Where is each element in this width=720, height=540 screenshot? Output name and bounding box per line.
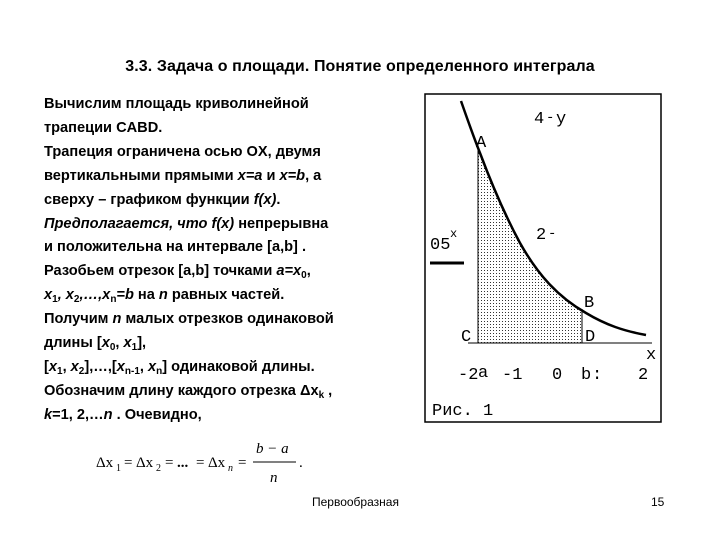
text-line: Разобьем отрезок [a,b] точками $a=x_0$,: [44, 263, 311, 282]
x-tick-5: 2: [638, 366, 649, 385]
page-number: 15: [651, 495, 665, 509]
text-line: Предполагается, что f(x) непрерывна: [44, 215, 329, 232]
text-line: трапеции CABD.: [44, 119, 163, 136]
y-axis-dash: -: [546, 110, 555, 126]
figure-caption: Рис. 1: [432, 402, 494, 421]
footer-caption: Первообразная: [312, 495, 399, 509]
formula-eq4: =: [238, 455, 247, 471]
point-label-c: C: [461, 328, 472, 347]
formula-numerator: b − a: [256, 441, 289, 457]
formula-period: .: [299, 455, 303, 471]
y-axis-label: 4: [534, 110, 545, 129]
formula-sub1: 1: [116, 463, 121, 474]
x-tick-4-colon: :: [592, 366, 603, 385]
x-tick-1-a: a: [478, 364, 489, 383]
left-label-sup: x: [450, 227, 458, 241]
text-line: Трапеция ограничена осью OX, двумя: [44, 143, 321, 160]
formula-eq3: =: [196, 455, 205, 471]
formula-sub2: 2: [156, 463, 161, 474]
x-tick-3: 0: [552, 366, 563, 385]
text-line: сверху – графиком функции f(x).: [44, 191, 281, 208]
formula-dxn: Δx: [208, 455, 226, 471]
x-tick-1: -2: [458, 366, 479, 385]
formula-eq2: =: [165, 455, 174, 471]
point-label-d: D: [585, 328, 596, 347]
body-text: [44, 93, 422, 428]
text-line: Обозначим длину каждого отрезка $\Delta x_k$ ,: [44, 382, 333, 401]
text-line: Получим n малых отрезков одинаковой: [44, 311, 334, 328]
figure-curvilinear-trapezoid: [424, 93, 662, 423]
y-label: y: [556, 110, 567, 129]
formula-subn: n: [228, 463, 233, 474]
point-label-b: B: [584, 294, 595, 313]
left-label: 05: [430, 236, 451, 255]
text-line: длины [$x_0$, $x_1$],: [44, 335, 147, 354]
tick-y-2: 2: [536, 226, 547, 245]
formula-dx2: Δx: [136, 455, 154, 471]
text-line: и положительна на интервале [a,b] .: [44, 239, 307, 256]
formula-eq1: =: [124, 455, 133, 471]
text-line: вертикальными прямыми x=a и x=b, а: [44, 167, 322, 184]
formula-ellipsis: ...: [177, 455, 189, 471]
point-label-a: A: [476, 134, 487, 153]
formula-delta-x: [96, 435, 346, 490]
x-tick-2: -1: [502, 366, 523, 385]
text-line: [$x_1$, $x_2],\dots,[x_{n-1}$, $x_n$] одинаковой длины.: [44, 358, 315, 377]
formula-dx1: Δx: [96, 455, 114, 471]
text-line: Вычислим площадь криволинейной: [44, 96, 309, 112]
shaded-area: [478, 150, 582, 343]
x-axis-label: x: [646, 346, 657, 365]
formula-denominator: n: [270, 470, 278, 486]
tick-y-2-dash: -: [548, 226, 557, 242]
text-line: $x_1$, $x_2,\dots,x_n=b$ на n равных частей.: [44, 287, 285, 306]
text-line: k=1, 2,…n . Очевидно,: [44, 406, 202, 423]
x-tick-4: b: [581, 366, 592, 385]
slide-title: 3.3. Задача о площади. Понятие определенного интеграла: [125, 58, 595, 75]
